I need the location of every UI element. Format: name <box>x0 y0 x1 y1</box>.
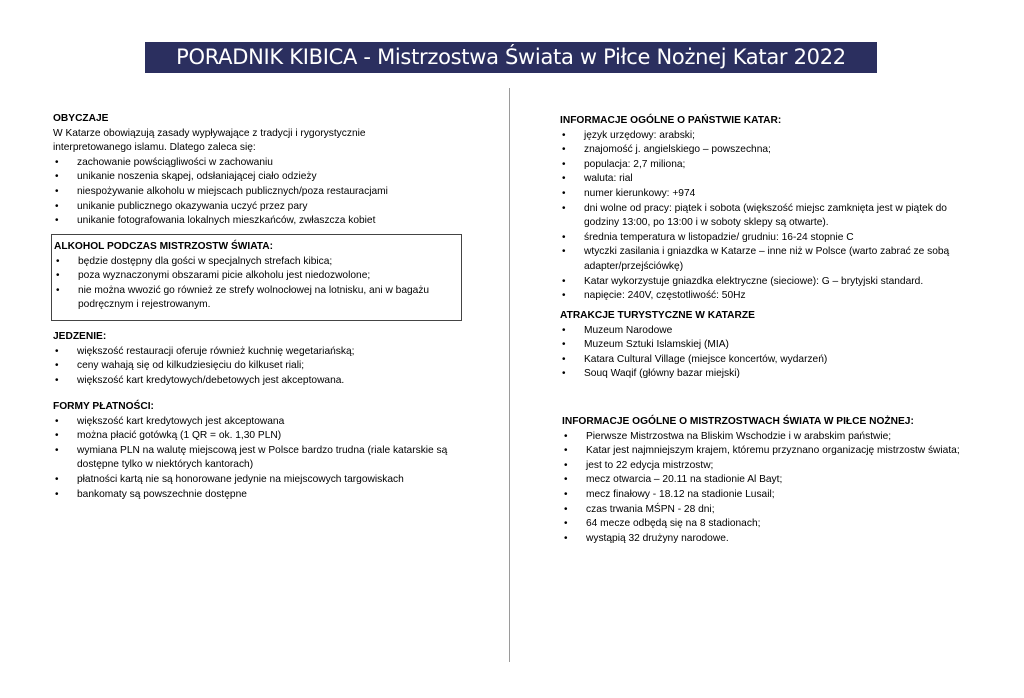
bullet-item: • zachowanie powściągliwości w zachowaniu <box>53 156 473 171</box>
bullet-item: • ceny wahają się od kilkudziesięciu do kilkuset riali; <box>53 359 473 374</box>
section-heading: ALKOHOL PODCZAS MISTRZOSTW ŚWIATA: <box>54 241 274 252</box>
bullet-item: • nie można wwozić go również ze strefy wolnocłowej na lotnisku, ani w bagażu podręcznym i rejestrowanym. <box>54 284 461 313</box>
bullet-item: • niespożywanie alkoholu w miejscach publicznych/poza restauracjami <box>53 185 473 200</box>
bullet-item: • Pierwsze Mistrzostwa na Bliskim Wschodzie i w arabskim państwie; <box>562 430 962 445</box>
bullet-list <box>54 255 461 313</box>
bullet-item: • 64 mecze odbędą się na 8 stadionach; <box>562 517 962 532</box>
section-heading: JEDZENIE: <box>53 331 107 342</box>
bullet-item: • wymiana PLN na walutę miejscową jest w Polsce bardzo trudna (riale katarskie są dostępne tylko w niektórych kantorach) <box>53 444 473 473</box>
bullet-item: • wystąpią 32 drużyny narodowe. <box>562 532 962 547</box>
section-intro: W Katarze obowiązują zasady wypływające z tradycji i rygorystycznie interpretowanego islamu. Dlatego zaleca się: <box>53 127 366 154</box>
bullet-list <box>53 415 473 503</box>
bullet-item: • poza wyznaczonymi obszarami picie alkoholu jest niedozwolone; <box>54 269 461 284</box>
bullet-item: • większość restauracji oferuje również kuchnię wegetariańską; <box>53 345 473 360</box>
bullet-item: • dni wolne od pracy: piątek i sobota (większość miejsc zamknięta jest w piątek do godziny 13:00, po 13:00 i w soboty sklepy są otwarte). <box>560 202 980 231</box>
bullet-item: • bankomaty są powszechnie dostępne <box>53 488 473 503</box>
bullet-item: • czas trwania MŚPN - 28 dni; <box>562 503 962 518</box>
bullet-item: • język urzędowy: arabski; <box>560 129 980 144</box>
section-heading: FORMY PŁATNOŚCI: <box>53 401 154 412</box>
bullet-list <box>562 430 962 547</box>
bullet-item: • wtyczki zasilania i gniazdka w Katarze – inne niż w Polsce (warto zabrać ze sobą adapter/przejściówkę) <box>560 245 980 274</box>
section-heading: OBYCZAJE <box>53 113 109 124</box>
bullet-item: • Katara Cultural Village (miejsce koncertów, wydarzeń) <box>560 353 980 368</box>
section-attractions <box>560 309 980 382</box>
section-customs <box>53 112 473 229</box>
bullet-item: • Katar jest najmniejszym krajem, któremu przyznano organizację mistrzostw świata; <box>562 444 962 459</box>
bullet-item: • unikanie noszenia skąpej, odsłaniającej ciało odzieży <box>53 170 473 185</box>
bullet-item: • będzie dostępny dla gości w specjalnych strefach kibica; <box>54 255 461 270</box>
section-alcohol-box <box>51 234 462 321</box>
section-heading: INFORMACJE OGÓLNE O MISTRZOSTWACH ŚWIATA W PIŁCE NOŻNEJ: <box>562 416 914 427</box>
bullet-item: • Souq Waqif (główny bazar miejski) <box>560 367 980 382</box>
bullet-item: • waluta: rial <box>560 172 980 187</box>
bullet-item: • płatności kartą nie są honorowane jedynie na miejscowych targowiskach <box>53 473 473 488</box>
bullet-item: • średnia temperatura w listopadzie/ grudniu: 16-24 stopnie C <box>560 231 980 246</box>
bullet-item: • jest to 22 edycja mistrzostw; <box>562 459 962 474</box>
bullet-item: • można płacić gotówką (1 QR = ok. 1,30 PLN) <box>53 429 473 444</box>
section-qatar-info <box>560 114 980 304</box>
section-heading: INFORMACJE OGÓLNE O PAŃSTWIE KATAR: <box>560 115 782 126</box>
bullet-item: • mecz otwarcia – 20.11 na stadionie Al Bayt; <box>562 473 962 488</box>
bullet-list <box>53 345 473 389</box>
bullet-item: • większość kart kredytowych/debetowych jest akceptowana. <box>53 374 473 389</box>
bullet-item: • napięcie: 240V, częstotliwość: 50Hz <box>560 289 980 304</box>
bullet-item: • unikanie fotografowania lokalnych mieszkańców, zwłaszcza kobiet <box>53 214 473 229</box>
bullet-item: • populacja: 2,7 miliona; <box>560 158 980 173</box>
document-title: PORADNIK KIBICA - Mistrzostwa Świata w Piłce Nożnej Katar 2022 <box>145 42 877 73</box>
bullet-item: • większość kart kredytowych jest akceptowana <box>53 415 473 430</box>
bullet-item: • unikanie publicznego okazywania uczyć przez pary <box>53 200 473 215</box>
bullet-list <box>53 156 473 229</box>
column-divider <box>509 88 510 662</box>
bullet-item: • Katar wykorzystuje gniazdka elektryczne (sieciowe): G – brytyjski standard. <box>560 275 980 290</box>
section-world-cup-info <box>562 415 962 546</box>
section-payments <box>53 400 473 502</box>
bullet-item: • znajomość j. angielskiego – powszechna; <box>560 143 980 158</box>
bullet-item: • mecz finałowy - 18.12 na stadionie Lusail; <box>562 488 962 503</box>
bullet-item: • Muzeum Narodowe <box>560 324 980 339</box>
bullet-item: • numer kierunkowy: +974 <box>560 187 980 202</box>
bullet-list <box>560 129 980 304</box>
bullet-list <box>560 324 980 382</box>
section-food <box>53 330 473 388</box>
section-heading: ATRAKCJE TURYSTYCZNE W KATARZE <box>560 310 755 321</box>
bullet-item: • Muzeum Sztuki Islamskiej (MIA) <box>560 338 980 353</box>
